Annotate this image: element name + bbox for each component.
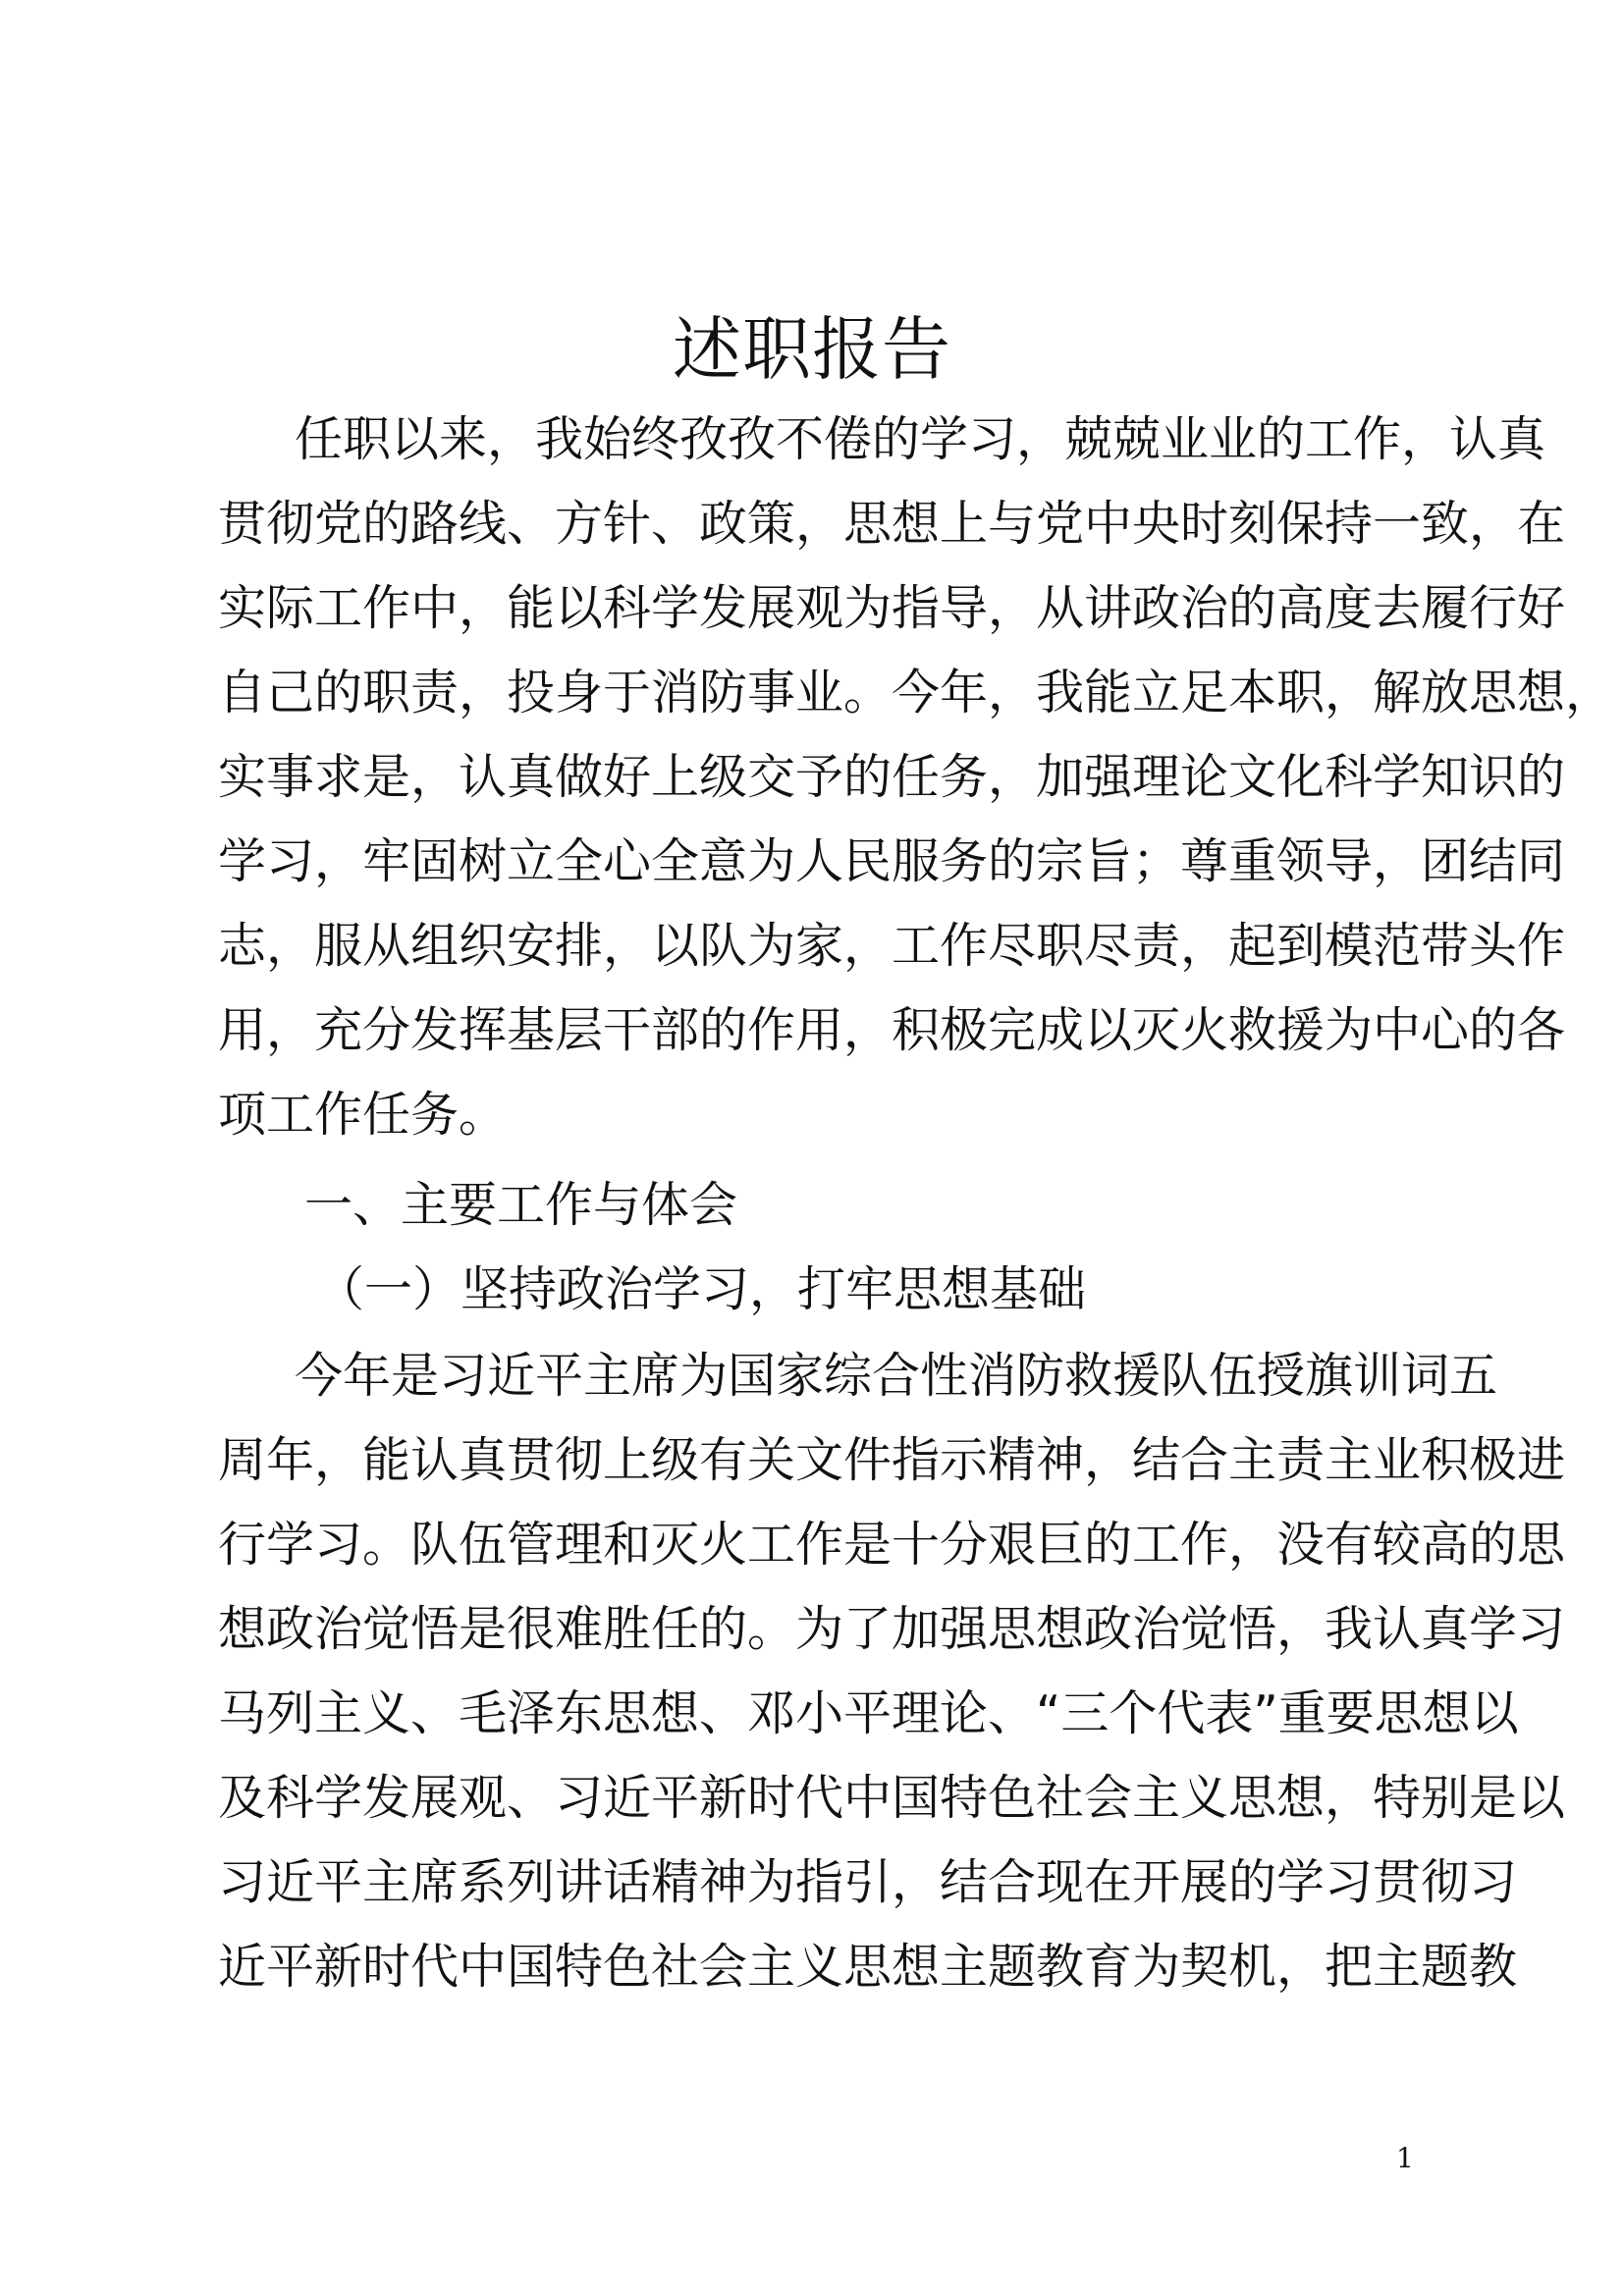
paragraph-line: 贯彻党的路线、方针、政策，思想上与党中央时刻保持一致，在 xyxy=(218,496,1566,552)
paragraph-line: 习近平主席系列讲话精神为指引，结合现在开展的学习贯彻习 xyxy=(218,1854,1518,1910)
subsection-heading: （一）坚持政治学习，打牢思想基础 xyxy=(316,1261,1087,1317)
paragraph-line: 想政治觉悟是很难胜任的。为了加强思想政治觉悟，我认真学习 xyxy=(218,1601,1566,1657)
paragraph-line: 近平新时代中国特色社会主义思想主题教育为契机，把主题教 xyxy=(218,1939,1518,1995)
paragraph-line: 任职以来，我始终孜孜不倦的学习，兢兢业业的工作，认真 xyxy=(295,411,1546,467)
page-number: 1 xyxy=(1396,2142,1414,2174)
paragraph-line: 实际工作中，能以科学发展观为指导，从讲政治的高度去履行好 xyxy=(218,580,1566,636)
paragraph-line: 实事求是，认真做好上级交予的任务，加强理论文化科学知识的 xyxy=(218,749,1566,805)
section-heading: 一、主要工作与体会 xyxy=(304,1177,738,1233)
document-title: 述职报告 xyxy=(673,309,951,390)
paragraph-line: 及科学发展观、习近平新时代中国特色社会主义思想，特别是以 xyxy=(218,1770,1566,1826)
paragraph-line: 学习，牢固树立全心全意为人民服务的宗旨；尊重领导，团结同 xyxy=(218,833,1566,889)
paragraph-line: 行学习。队伍管理和灭火工作是十分艰巨的工作，没有较高的思 xyxy=(218,1517,1566,1573)
paragraph-line: 用，充分发挥基层干部的作用，积极完成以灭火救援为中心的各 xyxy=(218,1002,1566,1058)
paragraph-line: 周年，能认真贯彻上级有关文件指示精神，结合主责主业积极进 xyxy=(218,1432,1566,1488)
paragraph-line: 自己的职责，投身于消防事业。今年，我能立足本职，解放思想， xyxy=(218,665,1614,721)
paragraph-line: 志，服从组织安排，以队为家，工作尽职尽责，起到模范带头作 xyxy=(218,918,1566,974)
paragraph-line: 马列主义、毛泽东思想、邓小平理论、“三个代表”重要思想以 xyxy=(218,1685,1519,1741)
paragraph-line: 项工作任务。 xyxy=(218,1087,508,1143)
paragraph-line: 今年是习近平主席为国家综合性消防救援队伍授旗训词五 xyxy=(295,1348,1498,1404)
